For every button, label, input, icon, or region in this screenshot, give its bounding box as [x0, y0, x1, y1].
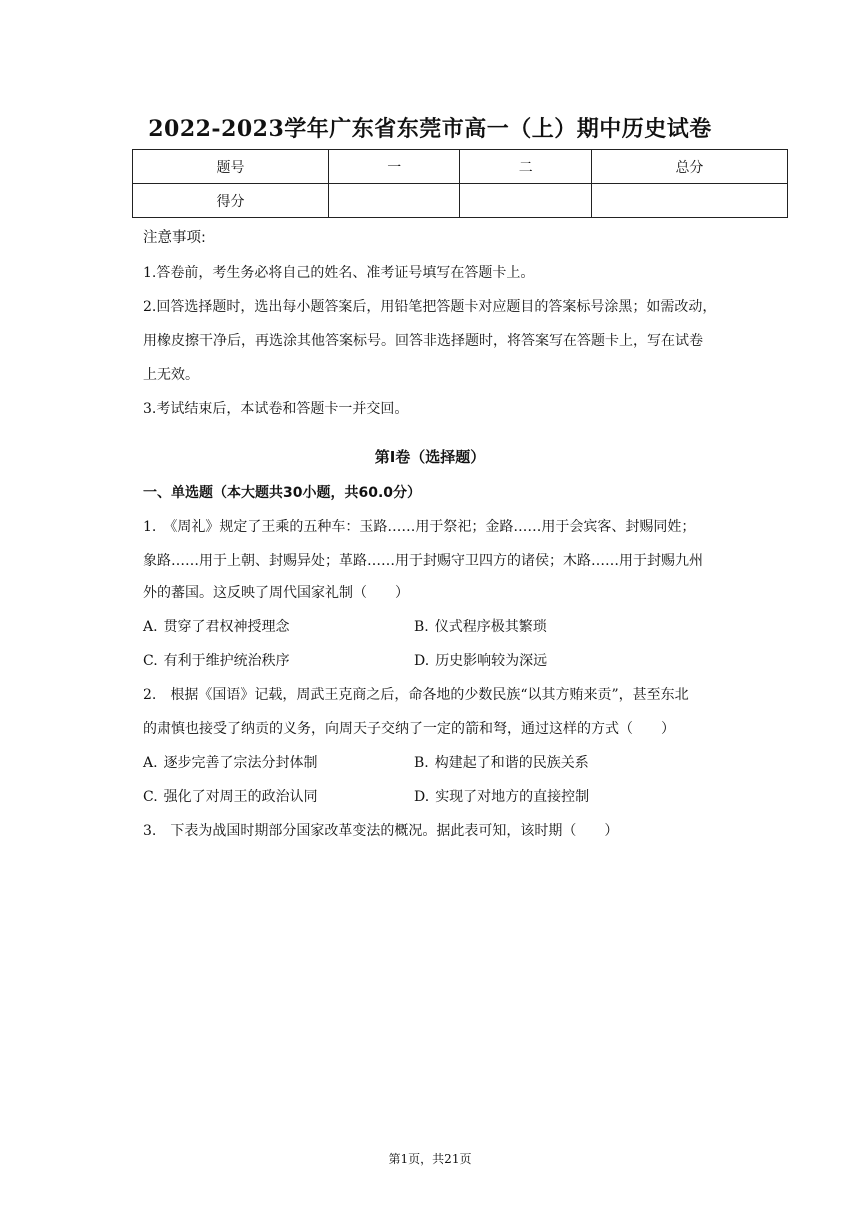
- score-cell-empty: [591, 184, 787, 218]
- option-letter: C.: [143, 653, 158, 669]
- option-text: 有利于维护统治秩序: [163, 653, 290, 669]
- option-letter: A.: [143, 755, 158, 771]
- option-letter: A.: [143, 619, 158, 635]
- option-text: 构建起了和谐的民族关系: [434, 755, 589, 771]
- notes-line: 1.答卷前，考生务必将自己的姓名、准考证号填写在答题卡上。: [143, 265, 535, 281]
- score-cell-empty: [329, 184, 460, 218]
- score-table-header-cell: 总分: [591, 150, 787, 184]
- score-table-header-cell: 一: [329, 150, 460, 184]
- question-1-line: 1. 《周礼》规定了王乘的五种车：玉路……用于祭祀；金路……用于会宾客、封赐同姓；: [143, 519, 696, 535]
- page-footer: 第1页，共21页: [388, 1152, 472, 1166]
- page-title: 2022-2023学年广东省东莞市高一（上）期中历史试卷: [148, 116, 712, 142]
- option-text: 实现了对地方的直接控制: [435, 789, 590, 805]
- notes-heading: 注意事项:: [143, 230, 206, 246]
- question-1-line: 象路……用于上朝、封赐异处；革路……用于封赐守卫四方的诸侯；木路……用于封赐九州: [143, 553, 703, 569]
- option-text: 逐步完善了宗法分封体制: [163, 755, 318, 771]
- notes-line: 用橡皮擦干净后，再选涂其他答案标号。回答非选择题时，将答案写在答题卡上，写在试卷: [143, 333, 703, 349]
- question-1-line: 外的蕃国。这反映了周代国家礼制（ ）: [143, 585, 409, 601]
- score-table: [132, 149, 788, 218]
- question-3-line: 3. 下表为战国时期部分国家改革变法的概况。据此表可知，该时期（ ）: [143, 823, 619, 839]
- question-1-option-d[interactable]: [414, 650, 547, 670]
- option-letter: B.: [414, 755, 429, 771]
- question-1-option-c[interactable]: [143, 650, 290, 670]
- option-text: 强化了对周王的政治认同: [163, 789, 318, 805]
- notes-line: 2.回答选择题时，选出每小题答案后，用铅笔把答题卡对应题目的答案标号涂黑；如需改动，: [143, 299, 717, 315]
- score-table-header-cell: 题号: [133, 150, 329, 184]
- score-table-header-cell: 二: [460, 150, 591, 184]
- score-cell-empty: [460, 184, 591, 218]
- question-2-option-d[interactable]: [414, 786, 589, 806]
- option-text: 贯穿了君权神授理念: [163, 619, 290, 635]
- option-text: 仪式程序极其繁琐: [434, 619, 547, 635]
- option-letter: D.: [414, 789, 430, 805]
- question-2-line: 的肃慎也接受了纳贡的义务，向周天子交纳了一定的箭和弩，通过这样的方式（ ）: [143, 721, 675, 737]
- option-letter: C.: [143, 789, 158, 805]
- option-letter: B.: [414, 619, 429, 635]
- question-1-option-b[interactable]: [414, 616, 547, 636]
- question-2-option-a[interactable]: [143, 752, 318, 772]
- option-letter: D.: [414, 653, 430, 669]
- section-subtitle: 一、单选题（本大题共30小题，共60.0分）: [143, 485, 422, 501]
- question-1-option-a[interactable]: [143, 616, 290, 636]
- score-row-label: 得分: [133, 184, 329, 218]
- notes-line: 上无效。: [143, 367, 199, 383]
- section-title: 第I卷（选择题）: [374, 448, 486, 466]
- question-2-line: 2. 根据《国语》记载，周武王克商之后，命各地的少数民族“以其方贿来贡”，甚至东北: [143, 687, 689, 703]
- question-2-option-b[interactable]: [414, 752, 589, 772]
- notes-line: 3.考试结束后，本试卷和答题卡一并交回。: [143, 401, 409, 417]
- option-text: 历史影响较为深远: [435, 653, 548, 669]
- question-2-option-c[interactable]: [143, 786, 318, 806]
- score-table-header-row: [133, 150, 788, 184]
- score-table-score-row: [133, 184, 788, 218]
